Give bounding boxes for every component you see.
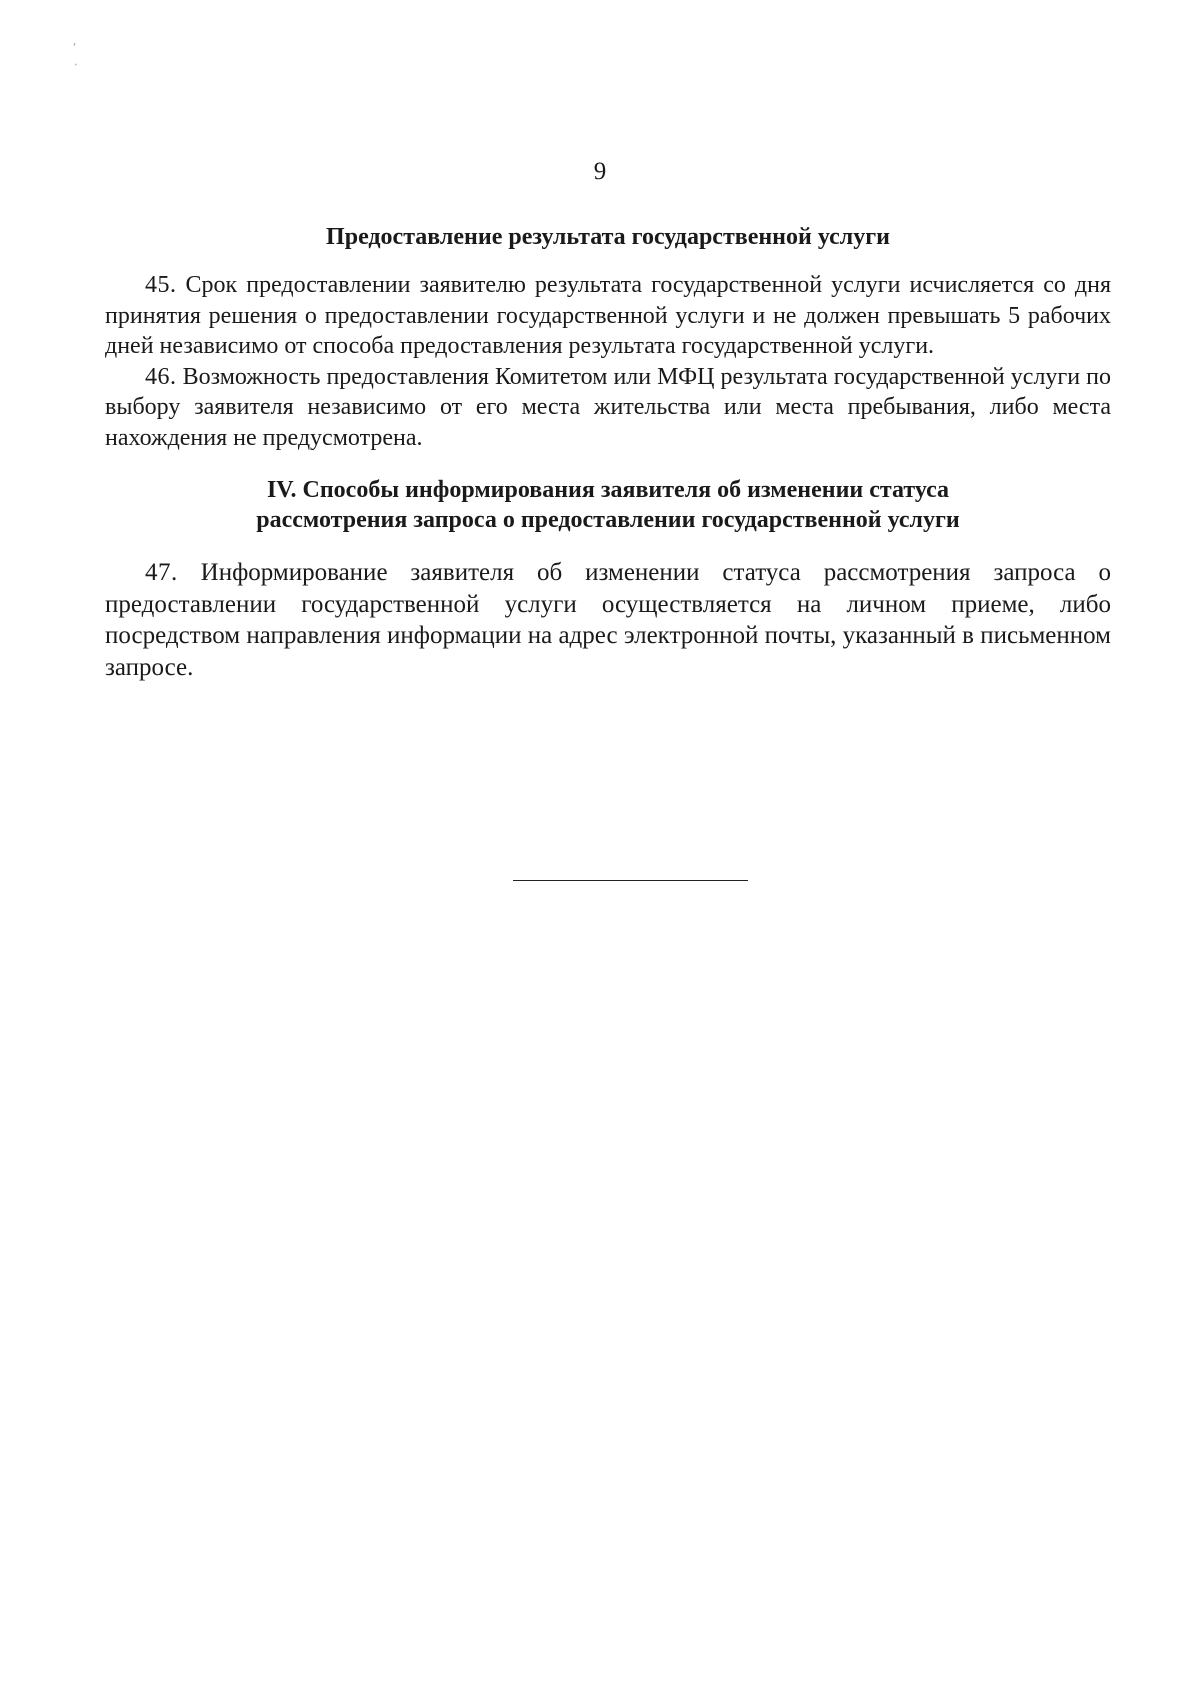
section-heading-result: Предоставление результата государственной услуги bbox=[326, 224, 890, 250]
paragraph-number: 45. bbox=[145, 272, 177, 298]
paragraph-46 bbox=[105, 362, 1111, 454]
paragraph-number: 47. bbox=[145, 559, 178, 586]
document-body bbox=[105, 222, 1111, 683]
paragraph-text: Информирование заявителя об изменении статуса рассмотрения запроса о предоставлении государственной услуги осуществляется на личном приеме, либо посредством направления информации на адрес электронной почты, указанный в письменном запросе. bbox=[105, 559, 1111, 681]
paragraph-text: Срок предоставлении заявителю результата государственной услуги исчисляется со дня принятия решения о предоставлении государственной услуги и не должен превышать 5 рабочих дней независимо от способа предоставления результата государственной услуги. bbox=[105, 272, 1112, 359]
paragraph-47 bbox=[105, 557, 1111, 683]
section-heading-line-1: IV. Способы информирования заявителя об изменении статуса bbox=[266, 477, 950, 503]
section-heading-line-2: рассмотрения запроса о предоставлении государственной услуги bbox=[256, 507, 960, 533]
scan-artifact-mark: ‘ ˏ bbox=[73, 42, 78, 66]
section-heading-iv bbox=[105, 475, 1111, 535]
paragraph-45 bbox=[105, 270, 1111, 362]
end-separator-line bbox=[513, 880, 748, 881]
paragraph-text: Возможность предоставления Комитетом или МФЦ результата государственной услуги по выбору заявителя независимо от его места жительства или места пребывания, либо места нахождения не предусмотрена. bbox=[105, 363, 1112, 451]
paragraph-number: 46. bbox=[145, 363, 177, 390]
page-number: 9 bbox=[593, 158, 607, 185]
